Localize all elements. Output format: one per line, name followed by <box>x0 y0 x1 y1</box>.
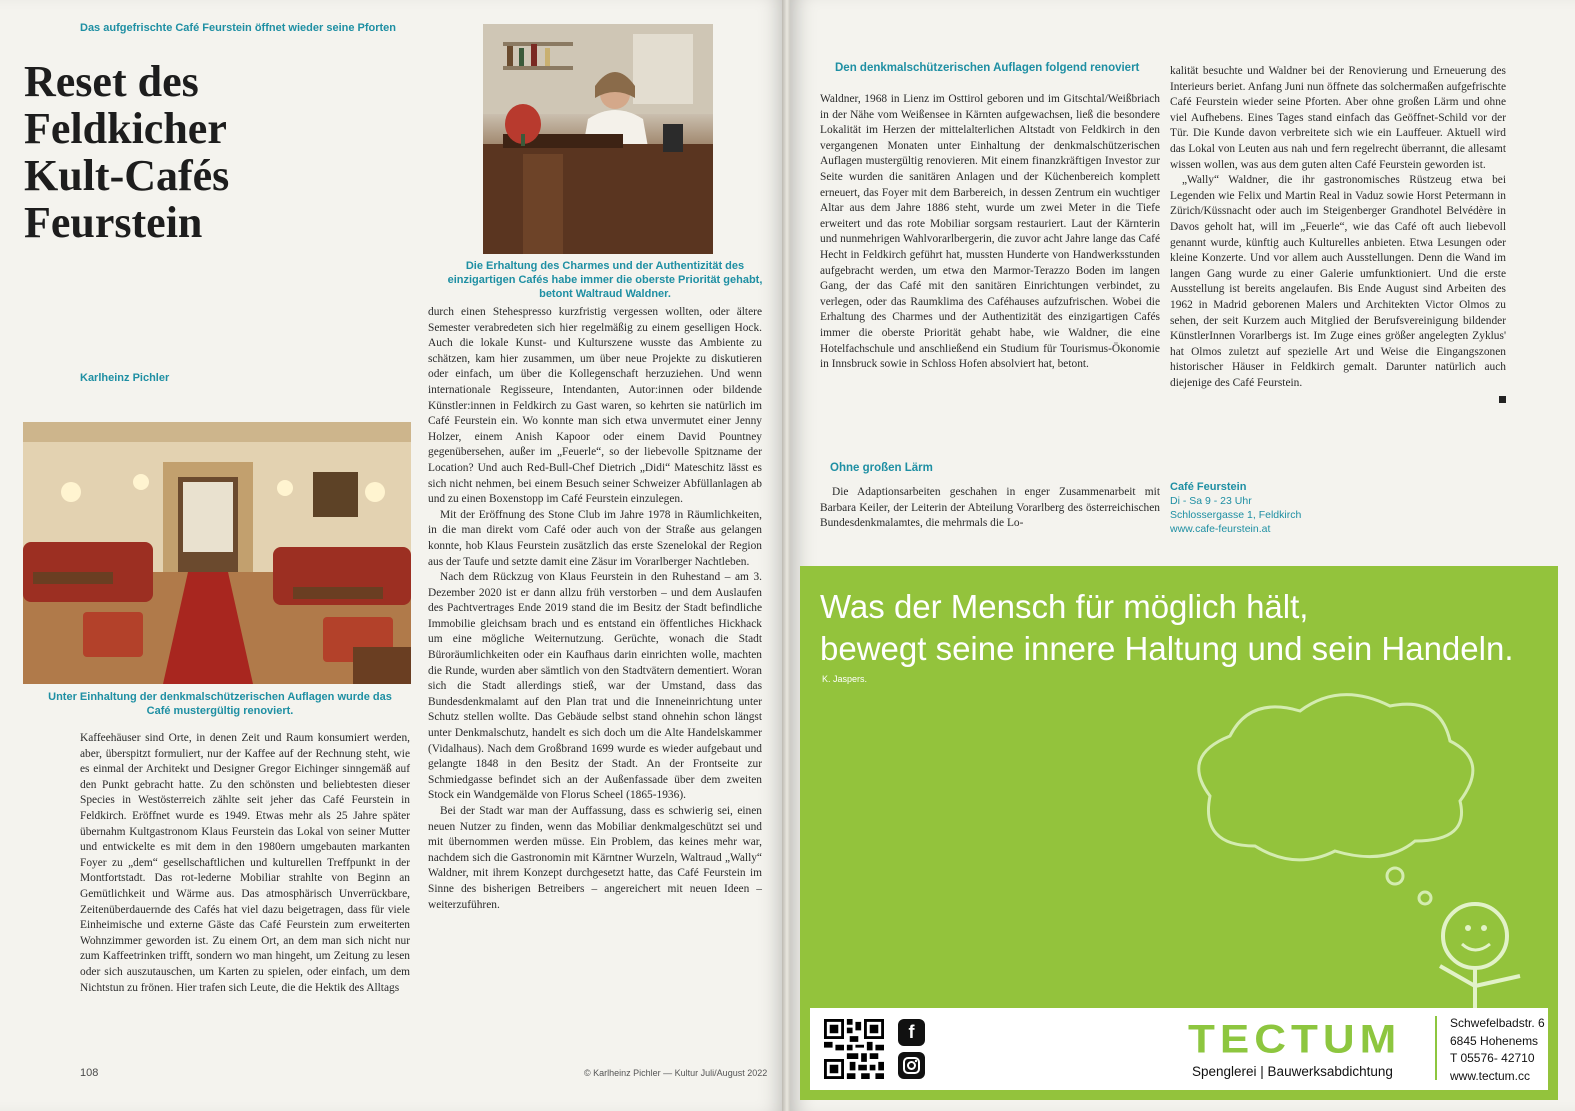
cafe-website[interactable]: www.cafe-feurstein.at <box>1170 523 1271 535</box>
ad-quote-line: Was der Mensch für möglich hält, <box>820 588 1309 625</box>
interior-caption: Unter Einhaltung der denkmalschützerischen Auflagen wurde das Café mustergültig renoviert. <box>48 691 392 717</box>
ad-quote-line: bewegt seine innere Haltung und sein Handeln. <box>820 630 1514 667</box>
instagram-icon[interactable] <box>898 1052 925 1079</box>
thought-bubble-figure-illustration <box>1150 686 1550 1016</box>
paragraph: „Wally“ Waldner, die ihr gastronomisches Rüstzeug etwa bei Legenden wie Felix und Martin Real in Vaduz sowie Horst Petermann in Zürich/Küssnacht oder auch im Steigenberger Grandhotel Belvédère in Davos geholt hat, will im „Feuerle“, wie das Café oft auch liebevoll genannt wurde, künftig auch Kulturelles anbieten. Etwa Lesungen oder kleine Konzerte. Und vor allem auch Ausstellungen. Denn die Wand im langen Gang wurde zu einer Galerie umfunktioniert. Und die erste Ausstellung ist bereits angelaufen. Bis Ende August sind Arbeiten des 1962 in Madrid geborenen Malers und Architekten Victor Olmos zu sehen, der seit Kurzem auch Mitglied der Berufsvereinigung bildender KünstlerInnen Vorarlbergs ist. Im Zuge eines größer angelegten Zyklus' hat Olmos zuletzt auf spezielle Art und Weise die Eingangszonen historischer Häuser in Feldkirch gemalt. Darunter natürlich auch diejenige des Café Feurstein. <box>1170 174 1506 389</box>
portrait-caption: Die Erhaltung des Charmes und der Authentizität des einzigartigen Cafés habe immer die oberste Priorität gehabt, betont Waltraud Waldner. <box>447 260 763 300</box>
tectum-phone: T 05576- 42710 <box>1450 1051 1535 1065</box>
end-mark-icon <box>1499 396 1506 403</box>
tectum-website[interactable]: www.tectum.cc <box>1450 1068 1531 1083</box>
paragraph: Bei der Stadt war man der Auffassung, dass es schwierig sei, einen neuen Nutzer zu finden, wenn das Mobiliar denkmalgeschützt sei und mit übernommen werden müsse. Ein Problem, das keines mehr war, nachdem sich die Gastronomin mit Kärntner Wurzeln, Waltraud „Wally“ Waldner, mit ihrem Konzept durchgesetzt hatte, das Café Feurstein im Sinne des bisherigen Betreibers – angereichert mit neuen Ideen – weiterzuführen. <box>428 805 762 911</box>
section-subhead: Ohne großen Lärm <box>830 462 933 474</box>
article-column-3 <box>820 92 1160 373</box>
tectum-city: 6845 Hohenems <box>1450 1033 1539 1048</box>
ad-quote <box>820 586 1540 670</box>
author-byline: Karlheinz Pichler <box>80 372 170 384</box>
headline <box>24 58 344 246</box>
cafe-info-box <box>1170 480 1301 536</box>
section-subhead: Den denkmalschützerischen Auflagen folgend renoviert <box>835 62 1140 74</box>
paragraph: kalität besuchte und Waldner bei der Renovierung und Erneuerung des Interieurs beriet. Anfang Juni nun öffnete das solchermaßen aufgefrischte Café Feurstein wieder seine Pforten. Aber ohne großen Lärm und ohne viel Aufhebens. Eines Tages stand einfach das Geöffnet-Schild vor der Tür. Die Kunde davon verbreitete sich wie ein Lauffeuer. Aktuell wird das Lokal von Leuten aus nah und fern regelrecht überrannt, die allesamt wissen wollen, was aus dem guten alten Café Feurstein geworden ist. <box>1170 65 1506 171</box>
right-page <box>790 0 1575 1111</box>
page-number: 108 <box>80 1067 99 1079</box>
paragraph: durch einen Stehespresso kurzfristig vergessen wollten, oder ältere Semester verabredeten sich hier regelmäßig zu einem geselligen Hock. Auch die lokale Kunst- und Kulturszene wusste das Ambiente zu schätzen, kam hier zusammen, um über neue Projekte zu diskutieren oder einfach, um über die Kollegenschaft herzuziehen. Und wenn internationale Regisseure, Intendanten, Autor:innen oder bildende Künstler:innen in Feldkirch zu Gast waren, so kehrten sie natürlich im Café Feurstein ein. Wo konnte man sich etwa unvermutet einer Jenny Holzer, einem Anish Kapoor oder einem David Pountney gegenübersehen, außer im „Feuerle“, so der liebevolle Spitzname der Location? Und auch Red-Bull-Chef Dietrich „Didi“ Mateschitz lässt es sich nicht nehmen, bei einem Besuch seiner Schweizer Abfüllanlagen ab und zu einen Boxenstopp im Café Feurstein einzulegen. <box>428 306 762 506</box>
qr-code-icon[interactable] <box>824 1019 884 1079</box>
ad-footer-bar <box>810 1008 1548 1090</box>
article-column-4 <box>1170 64 1506 409</box>
headline-line: Kult-Cafés <box>24 151 230 200</box>
cafe-name: Café Feurstein <box>1170 481 1247 493</box>
facebook-icon[interactable]: f <box>898 1019 925 1046</box>
tectum-logo: TECTUM <box>1188 1017 1402 1062</box>
paragraph: Kaffeehäuser sind Orte, in denen Zeit und Raum konsumiert werden, aber, überspitzt formuliert, nur der Kaffee auf der Rechnung steht, wie es einmal der Architekt und Designer Gregor Eichinger sinngemäß auf den Punkt gebracht hatte. Zu den schönsten und beliebtesten dieser Species in Westösterreich zählte seit jeher das Café Feurstein in Feldkirch. Eröffnet wurde es 1949. Etwas mehr als 25 Jahre später übernahm Kultgastronom Klaus Feurstein das Lokal von seiner Mutter und entwickelte es mit dem in den 1980ern umgebauten markanten Foyer zu „dem“ gesellschaftlichen und kulturellen Treffpunkt in der Montfortstadt. Das rot-lederne Mobiliar strahlte von Beginn an Gemütlichkeit und Wärme aus. Das atmosphärisch Unverrückbare, Zeitenüberdauernde des Cafés hat viel dazu beigetragen, dass für viele Einheimische und externe Gäste das Café Feurstein zum erweiterten Wohnzimmer geworden ist. Zu einem Ort, an dem man sich nicht nur zum Kaffeetrinken trifft, sondern wo man hingeht, um Zeitung zu lesen oder sich auszutauschen, um Karten zu spielen, oder einfach, um dem Nichtstun zu frönen. Hier trafen sich Leute, die die Hektik des Alltags <box>80 732 410 994</box>
end-mark-row <box>1170 393 1506 409</box>
headline-line: Feldkicher <box>24 104 227 153</box>
footer-divider <box>1435 1016 1437 1080</box>
portrait-photo <box>483 24 713 254</box>
left-page <box>0 0 785 1111</box>
credit-line: © Karlheinz Pichler — Kultur Juli/August 2022 <box>584 1068 768 1078</box>
article-column-1 <box>80 731 410 996</box>
article-column-3-continued <box>820 485 1160 532</box>
cafe-address: Schlossergasse 1, Feldkirch <box>1170 509 1302 521</box>
tectum-tagline: Spenglerei | Bauwerksabdichtung <box>1192 1064 1393 1079</box>
headline-line: Reset des <box>24 57 199 106</box>
kicker: Das aufgefrischte Café Feurstein öffnet wieder seine Pforten <box>80 22 397 34</box>
paragraph: Nach dem Rückzug von Klaus Feurstein in den Ruhestand – am 3. Dezember 2020 ist er dann allzu früh verstorben – und dem Auslaufen des Pachtvertrages Ende 2019 stand die im Besitz der Stadt befindliche Immobilie gleichsam brach und es entstand ein öffentliches Hickhack um eine mögliche Weiternutzung. Gerüchte, wonach die Stadt Büroräumlichkeiten oder ein Kaufhaus darin einrichten wolle, machten die Runde, wurden aber sämtlich von den Stadtvätern dementiert. Woran sich die Stadt allerdings stieß, war der Umstand, dass das Bundesdenkmalamt auf den Plan trat und die Inneneinrichtung unter Schutz stellen wollte. Das Gebäude selbst stand ohnehin schon längst unter Denkmalschutz, handelt es sich doch um die Alte Handelskammer (Vidalhaus). Nach dem Großbrand 1699 wurde es wieder aufgebaut und gelangte 1848 in den Besitz der Stadt. An der Frontseite zur Schmiedgasse befindet sich an der Außenfassade über dem zweiten Stock ein Wandgemälde von Florus Scheel (1865-1936). <box>428 571 762 802</box>
headline-line: Feurstein <box>24 198 203 247</box>
interior-photo <box>23 422 411 684</box>
article-column-2 <box>428 305 762 913</box>
ad-quote-author: K. Jaspers. <box>822 674 868 684</box>
paragraph: Waldner, 1968 in Lienz im Osttirol geboren und im Gitschtal/Weißbriach in der Nähe vom Weißensee in Kärnten aufgewachsen, ließ die besondere Lokalität im Herzen der mittelalterlichen Altstadt von Feldkirch in den vergangenen Monaten unter Einhaltung der denkmalschützerischen Auflagen mustergültig renovieren. Mit einem finanzkräftigen Investor zur Seite wurden die sanitären Anlagen und der Küchenbereich komplett erneuert, das Foyer mit dem Barbereich, in dessen Zentrum ein wuchtiger Altar aus dem Jahre 1886 steht, wurde um zwei Meter in die Tiefe erweitert und das rote Mobiliar sorgsam restauriert. Laut der Kärnterin und nunmehrigen Wahlvorarlbergerin, die zuvor acht Jahre lange das Café Hecht in Feldkirch geführt hat, mussten Hunderte von Handwerksstunden aufgebracht werden, um etwa den Marmor-Terazzo Boden im langen Gang, der das Café mit den sanitären Einrichtungen verbindet, zu verlegen, oder das Raumklima des Caféhauses aufzufrischen. Wobei die Erhaltung des Charmes und der Authentizität des einzigartigen Cafés immer die oberste Priorität gehabt habe, wie Waldner, die eine Hotelfachschule und anschließend ein Studium für Tourismus-Ökonomie in Innsbruck sowie in Schloss Hofen absolviert hat, betont. <box>820 93 1160 371</box>
paragraph: Die Adaptionsarbeiten geschahen in enger Zusammenarbeit mit Barbara Keiler, der Leiterin der Abteilung Vorarlberg des österreichischen Bundesdenkmalamtes, die mehrmals die Lo- <box>820 486 1160 530</box>
tectum-advertisement <box>800 566 1558 1100</box>
tectum-contact <box>1450 1015 1545 1085</box>
paragraph: Mit der Eröffnung des Stone Club im Jahre 1978 in Räumlichkeiten, in die man direkt vom Café oder auch von der Straße aus gelangen konnte, hob Klaus Feurstein zusätzlich das erste Szenelokal der Region aus der Taufe und setzte damit eine Zäsur im Vorarlberger Nachtleben. <box>428 508 762 568</box>
tectum-street: Schwefelbadstr. 6 <box>1450 1016 1545 1030</box>
cafe-hours: Di - Sa 9 - 23 Uhr <box>1170 495 1252 507</box>
